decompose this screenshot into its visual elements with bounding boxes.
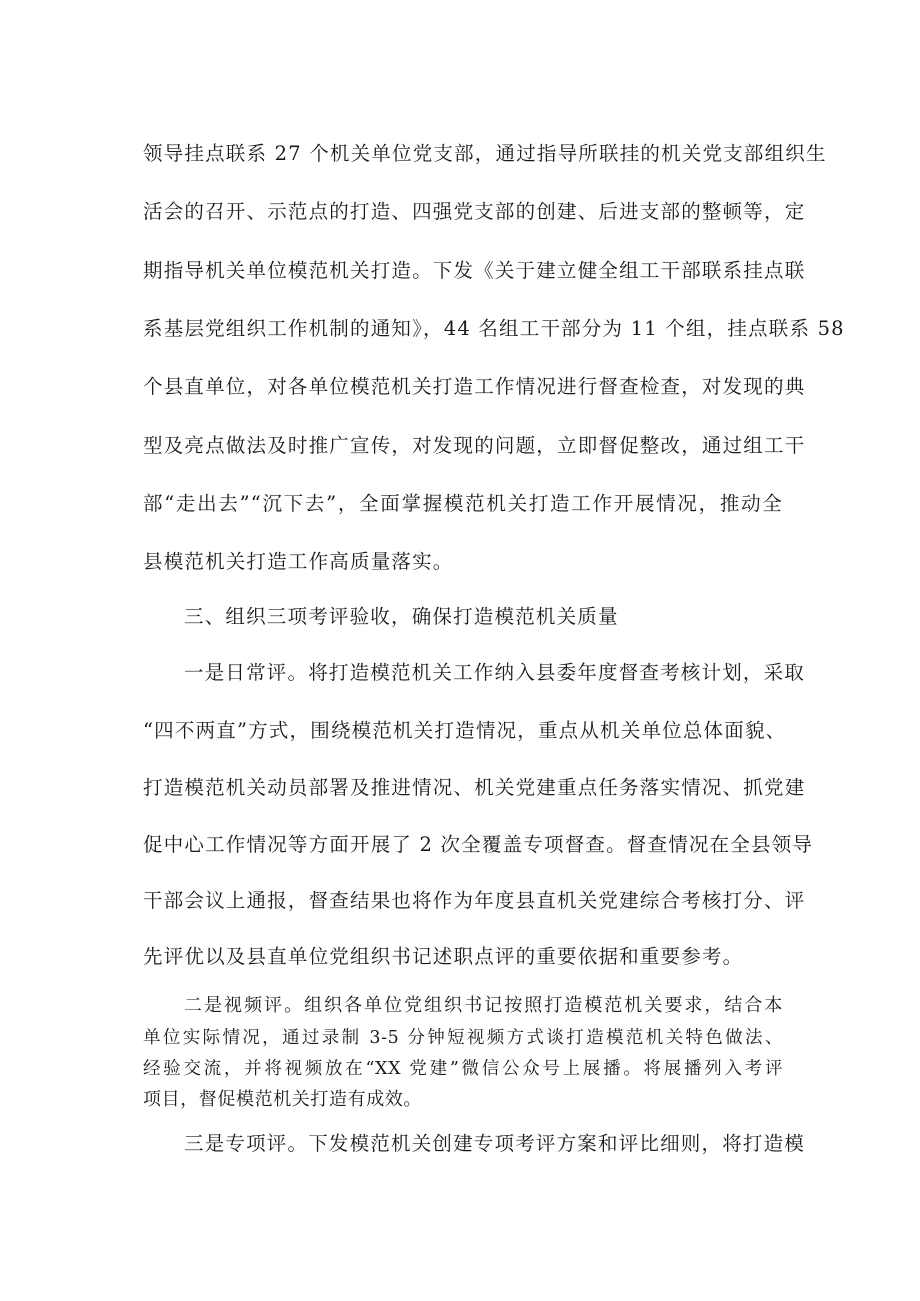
paragraph-line: 活会的召开、示范点的打造、四强党支部的创建、后进支部的整顿等，定 bbox=[143, 200, 806, 223]
paragraph-line: 干部会议上通报，督查结果也将作为年度县直机关党建综合考核打分、评 bbox=[143, 889, 806, 912]
paragraph-line: 二是视频评。组织各单位党组织书记按照打造模范机关要求，结合本 bbox=[184, 995, 783, 1016]
paragraph-line: 领导挂点联系 27 个机关单位党支部，通过指导所联挂的机关党支部组织生 bbox=[143, 142, 827, 165]
paragraph-line: 县模范机关打造工作高质量落实。 bbox=[143, 550, 454, 573]
paragraph-line: 单位实际情况，通过录制 3-5 分钟短视频方式谈打造模范机关特色做法、 bbox=[143, 1028, 783, 1048]
paragraph-line: 期指导机关单位模范机关打造。下发《关于建立健全组工干部联系挂点联 bbox=[143, 259, 806, 282]
paragraph-line: 个县直单位，对各单位模范机关打造工作情况进行督查检查，对发现的典 bbox=[143, 375, 806, 398]
paragraph-line: “四不两直”方式，围绕模范机关打造情况，重点从机关单位总体面貌、 bbox=[143, 719, 787, 742]
paragraph-line: 系基层党组织工作机制的通知》，44 名组工干部分为 11 个组，挂点联系 58 bbox=[143, 317, 845, 340]
paragraph-line: 促中心工作情况等方面开展了 2 次全覆盖专项督查。督查情况在全县领导 bbox=[143, 833, 814, 856]
paragraph-line: 三是专项评。下发模范机关创建专项考评方案和评比细则，将打造模 bbox=[184, 1132, 806, 1155]
paragraph-line: 一是日常评。将打造模范机关工作纳入县委年度督查考核计划，采取 bbox=[184, 661, 806, 684]
paragraph-line: 先评优以及县直单位党组织书记述职点评的重要依据和重要参考。 bbox=[143, 945, 744, 968]
paragraph-line: 型及亮点做法及时推广宣传，对发现的问题，立即督促整改，通过组工干 bbox=[143, 434, 806, 457]
section-heading: 三、组织三项考评验收，确保打造模范机关质量 bbox=[184, 605, 619, 628]
paragraph-line: 经验交流，并将视频放在“XX 党建”微信公众号上展播。将展播列入考评 bbox=[143, 1059, 783, 1079]
paragraph-line: 部“走出去”“沉下去”，全面掌握模范机关打造工作开展情况，推动全 bbox=[143, 492, 783, 515]
paragraph-line: 打造模范机关动员部署及推进情况、机关党建重点任务落实情况、抓党建 bbox=[143, 776, 806, 799]
paragraph-line: 项目，督促模范机关打造有成效。 bbox=[143, 1089, 422, 1110]
